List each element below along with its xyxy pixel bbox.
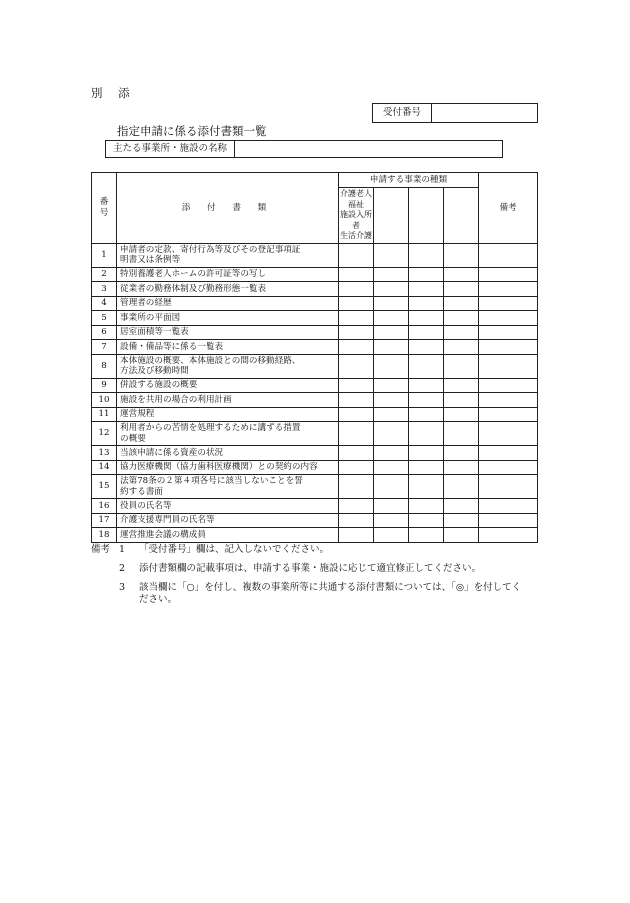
row-number: 10 — [92, 393, 117, 408]
service-check-cell[interactable] — [374, 325, 409, 340]
service-check-cell[interactable] — [444, 422, 479, 446]
note-text: 該当欄に「○」を付し、複数の事業所等に共通する添付書類については、「◎」を付してく — [139, 582, 522, 593]
row-number: 1 — [92, 243, 117, 267]
service-check-cell[interactable] — [444, 446, 479, 461]
row-document — [117, 378, 339, 393]
service-check-cell[interactable] — [374, 513, 409, 528]
service-check-cell[interactable] — [444, 296, 479, 311]
remarks-cell[interactable] — [479, 340, 538, 355]
service-check-cell[interactable] — [374, 296, 409, 311]
remarks-cell[interactable] — [479, 311, 538, 326]
row-number: 16 — [92, 499, 117, 514]
row-document-line1: 当該申請に係る資産の状況 — [120, 447, 224, 458]
service-check-cell[interactable] — [339, 460, 374, 475]
service-check-cell[interactable] — [339, 267, 374, 282]
service-check-cell[interactable] — [409, 422, 444, 446]
appendix-label: 別 添 — [91, 86, 136, 100]
service-check-cell[interactable] — [339, 325, 374, 340]
row-document — [117, 513, 339, 528]
service-check-cell[interactable] — [374, 475, 409, 499]
row-number: 5 — [92, 311, 117, 326]
row-document — [117, 460, 339, 475]
service-check-cell[interactable] — [409, 267, 444, 282]
header-service-type1-line1: 介護老人福祉 — [340, 189, 372, 209]
row-document-line2: の概要 — [120, 433, 146, 444]
row-number: 13 — [92, 446, 117, 461]
remarks-cell[interactable] — [479, 446, 538, 461]
service-check-cell[interactable] — [409, 446, 444, 461]
remarks-cell[interactable] — [479, 407, 538, 422]
note-number: 2 — [119, 563, 126, 574]
table-row — [92, 243, 538, 267]
service-check-cell[interactable] — [444, 513, 479, 528]
service-check-cell[interactable] — [444, 325, 479, 340]
row-number: 4 — [92, 296, 117, 311]
service-check-cell[interactable] — [444, 354, 479, 378]
service-check-cell[interactable] — [339, 354, 374, 378]
service-check-cell[interactable] — [339, 393, 374, 408]
row-document-line1: 事業所の平面図 — [120, 312, 181, 323]
service-check-cell[interactable] — [374, 267, 409, 282]
row-document-line1: 本体施設の概要、本体施設との間の移動経路、 — [120, 355, 301, 366]
service-check-cell[interactable] — [409, 243, 444, 267]
row-document-line1: 申請者の定款、寄付行為等及びその登記事項証 — [120, 244, 301, 255]
row-document — [117, 311, 339, 326]
facility-name-field[interactable] — [235, 141, 502, 157]
service-check-cell[interactable] — [339, 446, 374, 461]
row-number: 2 — [92, 267, 117, 282]
row-document-line1: 併設する施設の概要 — [120, 380, 198, 390]
row-document-line1: 運営規程 — [120, 409, 155, 419]
service-check-cell[interactable] — [374, 393, 409, 408]
receipt-number-field[interactable] — [432, 104, 537, 122]
row-document-line1: 居室面積等一覧表 — [120, 327, 189, 337]
row-document-line1: 管理者の経歴 — [120, 298, 172, 308]
row-document — [117, 354, 339, 378]
header-service-type-3 — [409, 188, 444, 244]
service-check-cell[interactable] — [409, 325, 444, 340]
service-check-cell[interactable] — [444, 267, 479, 282]
service-check-cell[interactable] — [339, 378, 374, 393]
table-row — [92, 325, 538, 340]
service-check-cell[interactable] — [409, 407, 444, 422]
service-check-cell[interactable] — [339, 499, 374, 514]
table-row — [92, 446, 538, 461]
row-document-line2: 約する書面 — [120, 486, 163, 497]
row-number: 8 — [92, 354, 117, 378]
row-number: 18 — [92, 528, 117, 543]
row-document — [117, 267, 339, 282]
service-check-cell[interactable] — [409, 296, 444, 311]
note-continuation: ださい。 — [139, 594, 178, 605]
row-document — [117, 475, 339, 499]
row-number: 9 — [92, 378, 117, 393]
service-check-cell[interactable] — [444, 378, 479, 393]
row-document — [117, 282, 339, 297]
service-check-cell[interactable] — [339, 282, 374, 297]
service-check-cell[interactable] — [409, 499, 444, 514]
header-service-type-2 — [374, 188, 409, 244]
row-document — [117, 499, 339, 514]
table-row — [92, 267, 538, 282]
remarks-cell[interactable] — [479, 513, 538, 528]
remarks-cell[interactable] — [479, 475, 538, 499]
row-document — [117, 407, 339, 422]
row-number: 11 — [92, 407, 117, 422]
row-document-line1: 従業者の勤務体制及び勤務形態一覧表 — [120, 283, 267, 294]
header-remarks: 備考 — [479, 173, 538, 244]
row-number: 17 — [92, 513, 117, 528]
facility-name-box — [105, 140, 503, 158]
remarks-cell[interactable] — [479, 422, 538, 446]
row-number: 15 — [92, 475, 117, 499]
notes-section — [91, 540, 541, 607]
header-number-line1: 番 — [99, 197, 109, 208]
table-row — [92, 296, 538, 311]
table-row — [92, 499, 538, 514]
service-check-cell[interactable] — [444, 340, 479, 355]
service-check-cell[interactable] — [339, 243, 374, 267]
remarks-cell[interactable] — [479, 460, 538, 475]
service-check-cell[interactable] — [374, 499, 409, 514]
service-check-cell[interactable] — [444, 475, 479, 499]
service-check-cell[interactable] — [409, 340, 444, 355]
service-check-cell[interactable] — [339, 407, 374, 422]
row-document-line1: 設備・備品等に係る一覧表 — [120, 341, 224, 352]
service-check-cell[interactable] — [444, 393, 479, 408]
row-number: 7 — [92, 340, 117, 355]
row-document-line2: 方法及び移動時間 — [120, 366, 189, 376]
service-check-cell[interactable] — [374, 243, 409, 267]
service-check-cell[interactable] — [374, 311, 409, 326]
facility-name-label: 主たる事業所・施設の名称 — [106, 141, 235, 157]
service-check-cell[interactable] — [374, 446, 409, 461]
note-text: 添付書類欄の記載事項は、申請する事業・施設に応じて適宜修正してください。 — [139, 563, 482, 574]
service-check-cell[interactable] — [409, 378, 444, 393]
service-check-cell[interactable] — [374, 460, 409, 475]
note-item — [91, 540, 541, 559]
service-check-cell[interactable] — [374, 340, 409, 355]
header-service-type-4 — [444, 188, 479, 244]
service-check-cell[interactable] — [444, 499, 479, 514]
table-row — [92, 282, 538, 297]
note-number: 1 — [119, 544, 126, 555]
service-check-cell[interactable] — [339, 475, 374, 499]
remarks-cell[interactable] — [479, 499, 538, 514]
service-check-cell[interactable] — [409, 282, 444, 297]
notes-label: 備考 — [91, 544, 111, 555]
table-row — [92, 340, 538, 355]
row-document — [117, 243, 339, 267]
service-check-cell[interactable] — [409, 513, 444, 528]
service-check-cell[interactable] — [444, 243, 479, 267]
service-check-cell[interactable] — [374, 378, 409, 393]
row-document-line1: 利用者からの苦情を処理するために講ずる措置 — [120, 423, 301, 433]
row-document — [117, 446, 339, 461]
row-number: 14 — [92, 460, 117, 475]
row-number: 6 — [92, 325, 117, 340]
note-item — [91, 559, 541, 578]
remarks-cell[interactable] — [479, 267, 538, 282]
service-check-cell[interactable] — [444, 311, 479, 326]
header-service-types: 申請する事業の種類 — [339, 173, 479, 188]
attachment-table — [91, 172, 538, 543]
table-row — [92, 407, 538, 422]
table-row — [92, 460, 538, 475]
header-service-type1-line3: 生活介護 — [340, 231, 372, 240]
service-check-cell[interactable] — [409, 354, 444, 378]
row-document-line1: 介護支援専門員の氏名等 — [120, 515, 215, 525]
row-document — [117, 296, 339, 311]
remarks-cell[interactable] — [479, 354, 538, 378]
row-document — [117, 340, 339, 355]
row-number: 3 — [92, 282, 117, 297]
remarks-cell[interactable] — [479, 282, 538, 297]
row-document-line2: 明書又は条例等 — [120, 255, 181, 265]
row-number: 12 — [92, 422, 117, 446]
document-title: 指定申請に係る添付書類一覧 — [117, 124, 267, 138]
service-check-cell[interactable] — [444, 407, 479, 422]
service-check-cell[interactable] — [339, 311, 374, 326]
service-check-cell[interactable] — [409, 311, 444, 326]
table-row — [92, 354, 538, 378]
service-check-cell[interactable] — [409, 393, 444, 408]
note-number: 3 — [119, 582, 126, 593]
service-check-cell[interactable] — [409, 460, 444, 475]
header-service-type1-line2: 施設入所者 — [340, 210, 372, 230]
row-document-line1: 運営推進会議の構成員 — [120, 529, 206, 540]
note-text: 「受付番号」欄は、記入しないでください。 — [139, 544, 330, 555]
service-check-cell[interactable] — [409, 475, 444, 499]
row-document — [117, 422, 339, 446]
table-row — [92, 475, 538, 499]
remarks-cell[interactable] — [479, 393, 538, 408]
remarks-cell[interactable] — [479, 325, 538, 340]
receipt-number-label: 受付番号 — [373, 104, 432, 122]
row-document — [117, 393, 339, 408]
table-row — [92, 422, 538, 446]
header-number — [92, 173, 117, 244]
service-check-cell[interactable] — [339, 340, 374, 355]
header-number-line2: 号 — [99, 207, 109, 218]
service-check-cell[interactable] — [374, 407, 409, 422]
table-row — [92, 311, 538, 326]
service-check-cell[interactable] — [339, 422, 374, 446]
remarks-cell[interactable] — [479, 296, 538, 311]
table-row — [92, 513, 538, 528]
table-row — [92, 393, 538, 408]
row-document — [117, 325, 339, 340]
receipt-number-box — [372, 103, 538, 123]
header-documents: 添 付 書 類 — [117, 173, 339, 244]
remarks-cell[interactable] — [479, 378, 538, 393]
service-check-cell[interactable] — [444, 282, 479, 297]
row-document-line1: 特別養護老人ホームの許可証等の写し — [120, 269, 267, 279]
service-check-cell[interactable] — [374, 354, 409, 378]
service-check-cell[interactable] — [374, 422, 409, 446]
service-check-cell[interactable] — [339, 296, 374, 311]
remarks-cell[interactable] — [479, 243, 538, 267]
row-document-line1: 施設を共用の場合の利用計画 — [120, 394, 232, 405]
service-check-cell[interactable] — [444, 460, 479, 475]
service-check-cell[interactable] — [339, 513, 374, 528]
header-service-type-1 — [339, 188, 374, 244]
row-document-line1: 役員の氏名等 — [120, 500, 172, 511]
row-document-line1: 協力医療機関（協力歯科医療機関）との契約の内容 — [120, 462, 318, 472]
service-check-cell[interactable] — [374, 282, 409, 297]
row-document-line1: 法第78条の２第４項各号に該当しないことを誓 — [120, 476, 303, 486]
table-row — [92, 378, 538, 393]
